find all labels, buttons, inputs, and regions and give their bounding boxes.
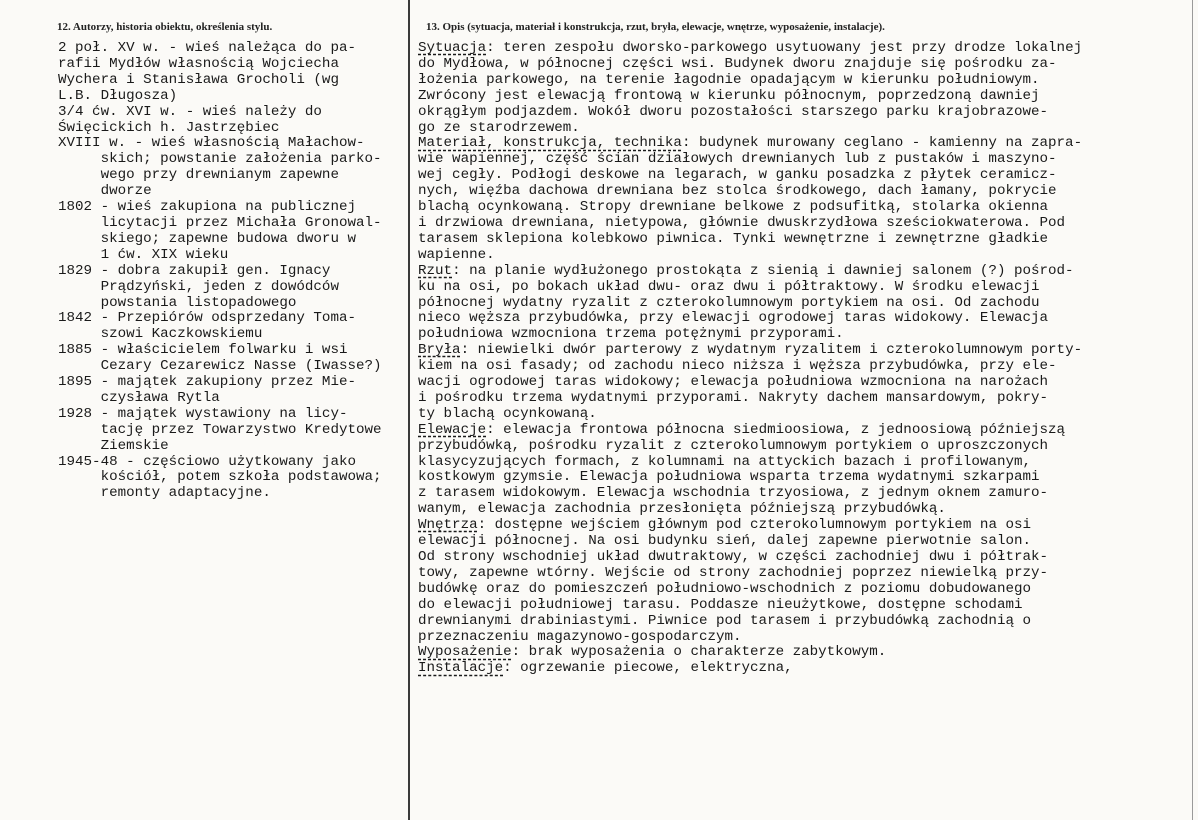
history-column: [58, 41, 408, 502]
history-entry: 2 poł. XV w. - wieś należąca do pa- rafii Mydłów własnością Wojciecha Wychera i Stanisława Grocholi (wg L.B. Długosza): [58, 40, 356, 104]
section-label: Sytuacja: [418, 40, 487, 56]
history-entry: 1829 - dobra zakupił gen. Ignacy Prądzyński, jeden z dowódców powstania listopadowego: [58, 262, 339, 311]
section-label: Elewacje: [418, 421, 487, 438]
right-column-header: 13. Opis (sytuacja, materiał i konstrukcja, rzut, bryła, elewacje, wnętrze, wyposażenie, instalacje).: [426, 21, 885, 33]
section-label: Bryła: [418, 342, 461, 359]
history-entry: 1802 - wieś zakupiona na publicznej licytacji przez Michała Gronowal- skiego; zapewne budowa dworu w 1 ćw. XIX wieku: [58, 199, 382, 263]
section-text: : brak wyposażenia o charakterze zabytkowym.: [511, 644, 887, 661]
history-entry: 1842 - Przepiórów odsprzedany Toma- szowi Kaczkowskiemu: [58, 310, 356, 343]
history-entry: 1945-48 - częściowo użytkowany jako kościół, potem szkoła podstawowa; remonty adaptacyjne.: [58, 453, 382, 502]
history-entry: 3/4 ćw. XVI w. - wieś należy do Święcickich h. Jastrzębiec: [58, 103, 322, 136]
column-divider: [408, 0, 410, 820]
section-material: [418, 136, 1194, 263]
section-wyposazenie: [418, 645, 1194, 661]
section-text: : na planie wydłużonego prostokąta z sienią i dawniej salonem (?) pośrod- ku na osi, po bokach układ dwu- oraz dwu i półtraktowy. W środku elewacji północnej wydatny ryzalit z czterokolumnowym portykiem na osi. Od zachodu nieco węższa przybudówka, przy elewacji ogrodowej taras widokowy. Elewacja południowa wzmocniona trzema potężnymi przyporami.: [418, 262, 1074, 343]
section-bryla: [418, 343, 1194, 423]
history-entry: 1885 - właścicielem folwarku i wsi Cezary Cezarewicz Nasse (Iwasse?): [58, 342, 382, 375]
section-text: : elewacja frontowa północna siedmioosiowa, z jednoosiową późniejszą przybudówką, pośrodku ryzalit z czterokolumnowym portykiem o uproszczonych klasycyzujących formach, z kolumnami na attyckich bazach i profilowanym, kostkowym gzymsie. Elewacja południowa wsparta trzema wydatnymi szkarpami z tarasem widokowym. Elewacja wschodnia trzyosiowa, z jednym oknem zamuro- wanym, elewacja zachodnia przesłonięta późniejszą przybudówką.: [418, 421, 1066, 518]
section-label: Instalacje: [418, 660, 504, 677]
section-wnetrza: [418, 518, 1194, 645]
left-column-header: 12. Autorzy, historia obiektu, określenia stylu.: [57, 21, 273, 33]
section-instalacje: [418, 661, 1194, 677]
section-label: Wyposażenie: [418, 644, 512, 661]
section-text: : dostępne wejściem głównym pod czterokolumnowym portykiem na osi elewacji północnej. Na osi budynku sień, dalej zapewne pierwotnie salon. Od strony wschodniej układ dwutraktowy, w części zachodniej dwu i półtrak- towy, zapewne wtórny. Wejście od strony zachodniej poprzez niewielką przy- budówkę oraz do pomieszczeń południowo-wschodnich z poziomu dobudowanego do elewacji południowej tarasu. Poddasze nieużytkowe, dostępne schodami drewnianymi drabiniastymi. Piwnice pod tarasem i przybudówką zachodnią o przeznaczeniu magazynowo-gospodarczym.: [418, 517, 1049, 645]
history-entry: XVIII w. - wieś własnością Małachow- skich; powstanie założenia parko- wego przy drewnianym zapewne dworze: [58, 135, 382, 200]
section-rzut: [418, 264, 1194, 344]
section-text: : ogrzewanie piecowe, elektryczna,: [503, 660, 793, 677]
section-text: : niewielki dwór parterowy z wydatnym ryzalitem i czterokolumnowym porty- kiem na osi fasady; od zachodu nieco niższa i węższa przybudówka, przy ele- wacji ogrodowej taras widokowy; elewacja południowa wzmocniona na narożach i pośrodku trzema wydatnymi przyporami. Nakryty dachem mansardowym, pokry- ty blachą ocynkowaną.: [418, 342, 1083, 422]
section-elewacje: [418, 423, 1194, 518]
section-label: Rzut: [418, 262, 453, 279]
section-label: Materiał, konstrukcja, technika: [418, 135, 682, 152]
description-column: [418, 41, 1194, 677]
history-entry: 1928 - majątek wystawiony na licy- tację przez Towarzystwo Kredytowe Ziemskie: [58, 405, 382, 454]
section-sytuacja: [418, 41, 1194, 136]
section-text: : teren zespołu dworsko-parkowego usytuowany jest przy drodze lokalnej do Mydłowa, w północnej części wsi. Budynek dworu znajduje się pośrodku za- łożenia parkowego, na terenie łagodnie opadającym w kierunku południowym. Zwrócony jest elewacją frontową w kierunku północnym, poprzedzoną dawniej okrągłym podjazdem. Wokół dworu pozostałości starszego parku krajobrazowe- go ze starodrzewem.: [418, 40, 1083, 136]
section-label: Wnętrza: [418, 517, 478, 534]
section-text: : budynek murowany ceglano - kamienny na zapra- wie wapiennej, część ścian działowych drewnianych lub z pustaków i maszyno- wej cegły. Podłogi deskowe na legarach, w ganku posadzka z płytek ceramicz- nych, więźba dachowa drewniana bez stolca środkowego, dach łamany, pokrycie blachą ocynkowaną. Stropy drewniane belkowe z podsufitką, stolarka okienna i drzwiowa drewniana, nietypowa, głównie dwuskrzydłowa sześciokwaterowa. Pod tarasem sklepiona kolebkowo piwnica. Tynki wewnętrzne i zewnętrzne gładkie wapienne.: [418, 135, 1083, 263]
history-entry: 1895 - majątek zakupiony przez Mie- czysława Rytla: [58, 374, 356, 406]
